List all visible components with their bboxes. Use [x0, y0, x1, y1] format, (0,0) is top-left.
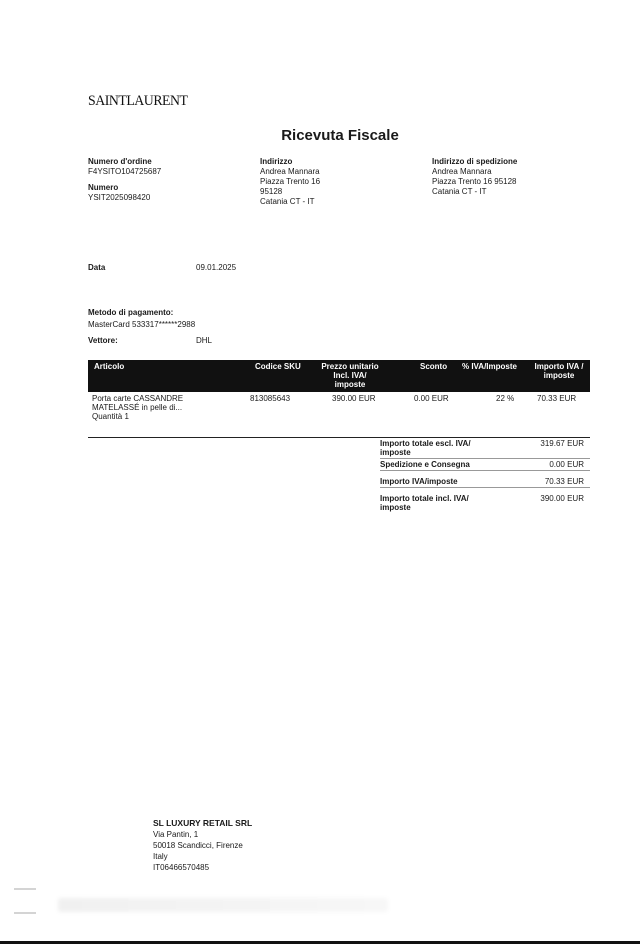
order-number-label: Numero d'ordine	[88, 157, 152, 166]
billing-line: Catania CT - IT	[260, 197, 315, 206]
ghost-overlay	[58, 898, 388, 912]
shipping-line: Andrea Mannara	[432, 167, 492, 176]
header-unit-price-line: imposte	[334, 380, 366, 389]
table-row	[88, 392, 590, 436]
date-value: 09.01.2025	[196, 263, 237, 272]
total-label-line: Importo totale incl. IVA/	[380, 494, 469, 503]
billing-line: Andrea Mannara	[260, 167, 320, 176]
carrier-label: Vettore:	[88, 336, 118, 345]
company-line: Via Pantin, 1	[153, 830, 199, 839]
header-article: Articolo	[94, 362, 125, 371]
number-value: YSIT2025098420	[88, 193, 151, 202]
vat-amount-value: 70.33 EUR	[544, 477, 584, 486]
total-incl-vat-value: 390.00 EUR	[540, 494, 584, 503]
document-title: Ricevuta Fiscale	[281, 127, 399, 144]
total-label-line: Importo totale escl. IVA/	[380, 439, 471, 448]
date-label: Data	[88, 263, 106, 272]
company-line: Italy	[153, 852, 168, 861]
total-excl-vat-label	[380, 438, 510, 458]
article-quantity: Quantità 1	[92, 412, 129, 421]
header-sku: Codice SKU	[255, 362, 301, 371]
header-vat-amount-line: Importo IVA /	[534, 362, 584, 371]
article-line: MATELASSÉ in pelle di...	[92, 403, 183, 412]
payment-value: MasterCard 533317******2988	[88, 320, 196, 329]
total-excl-vat-row	[380, 438, 590, 459]
row-vat-amount: 70.33 EUR	[537, 394, 577, 403]
header-vat-amount-line: imposte	[543, 371, 575, 380]
shipping-cost-label: Spedizione e Consegna	[380, 460, 470, 469]
article-line: Porta carte CASSANDRE	[92, 394, 184, 403]
row-article	[92, 394, 183, 421]
order-info	[88, 157, 161, 203]
header-discount: Sconto	[420, 362, 448, 371]
header-vat-amount	[528, 362, 590, 380]
row-sku: 813085643	[250, 394, 291, 403]
company-name: SL LUXURY RETAIL SRL	[153, 818, 253, 828]
shipping-cost-row	[380, 459, 590, 471]
shipping-line: Piazza Trento 16 95128	[432, 177, 517, 186]
totals-block	[380, 438, 590, 513]
billing-address	[260, 157, 320, 207]
brand-logo: SAINTLAURENT	[88, 93, 188, 109]
ghost-icon	[14, 888, 36, 914]
carrier-value: DHL	[196, 336, 213, 345]
row-discount: 0.00 EUR	[414, 394, 449, 403]
total-label-line: imposte	[380, 503, 411, 512]
shipping-address	[432, 157, 517, 197]
company-info	[153, 818, 252, 873]
vat-amount-row	[380, 471, 590, 488]
header-unit-price-line: Incl. IVA/	[333, 371, 367, 380]
header-vat-pct: % IVA/Imposte	[462, 362, 517, 371]
number-label: Numero	[88, 183, 119, 192]
company-vat-id: IT06466570485	[153, 863, 210, 872]
row-vat-pct: 22 %	[496, 394, 515, 403]
row-unit-price: 390.00 EUR	[332, 394, 376, 403]
order-number: F4YSITO104725687	[88, 167, 162, 176]
vat-amount-label: Importo IVA/imposte	[380, 477, 458, 486]
shipping-line: Catania CT - IT	[432, 187, 487, 196]
billing-line: 95128	[260, 187, 283, 196]
payment-label: Metodo di pagamento:	[88, 308, 174, 317]
header-unit-price	[312, 362, 388, 389]
shipping-cost-value: 0.00 EUR	[549, 460, 584, 469]
billing-line: Piazza Trento 16	[260, 177, 321, 186]
shipping-label: Indirizzo di spedizione	[432, 157, 518, 166]
total-incl-vat-row	[380, 488, 590, 513]
total-incl-vat-label	[380, 493, 510, 513]
header-unit-price-line: Prezzo unitario	[321, 362, 379, 371]
items-table-header	[88, 360, 590, 392]
total-label-line: imposte	[380, 448, 411, 457]
total-excl-vat-value: 319.67 EUR	[540, 439, 584, 448]
company-line: 50018 Scandicci, Firenze	[153, 841, 243, 850]
billing-label: Indirizzo	[260, 157, 293, 166]
